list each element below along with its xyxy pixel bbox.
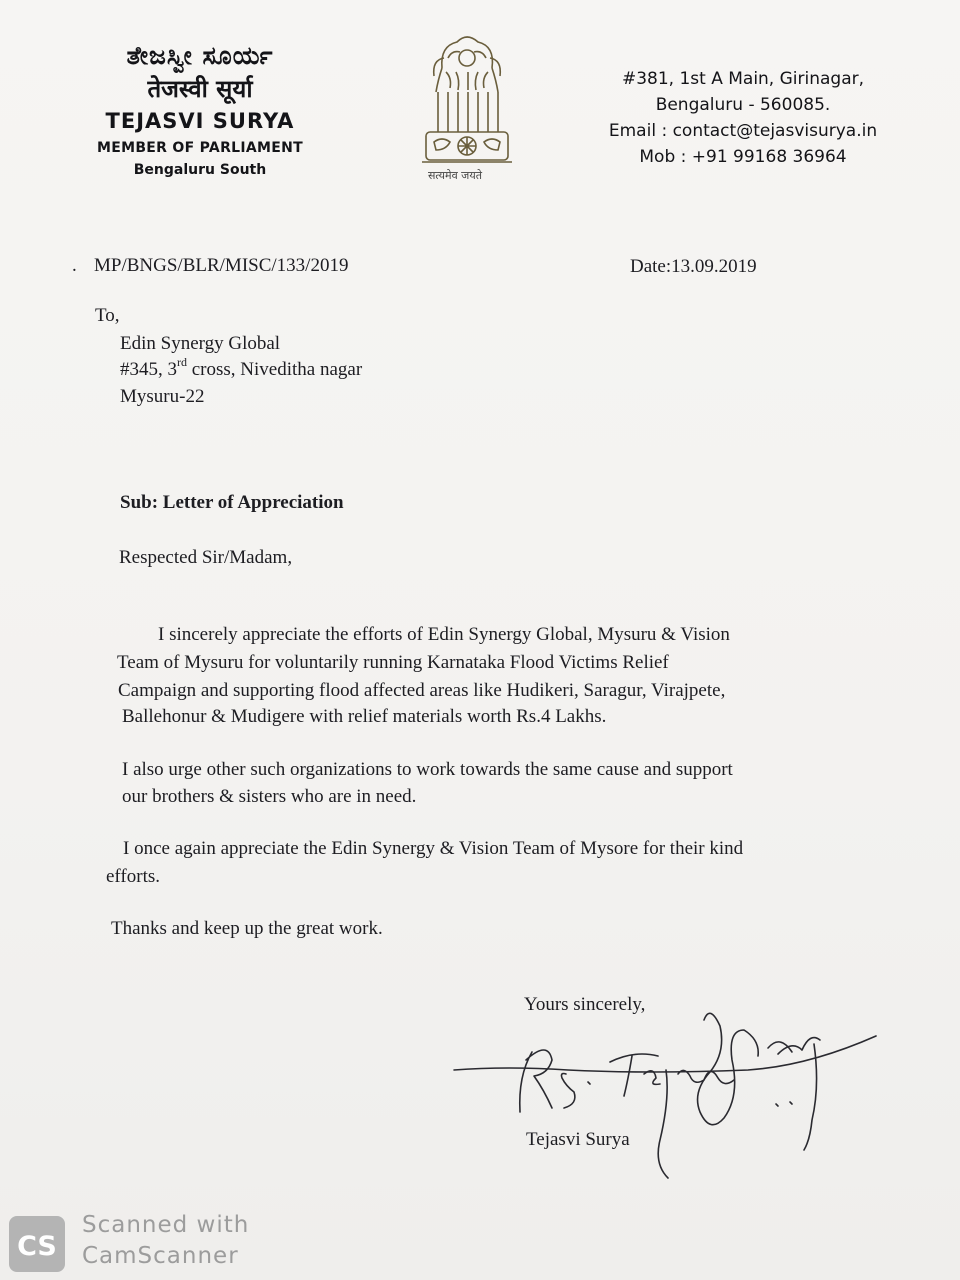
camscanner-logo-icon	[8, 1215, 66, 1273]
email-line: Email : contact@tejasvisurya.in	[608, 121, 878, 141]
watermark-line-2: CamScanner	[82, 1243, 239, 1269]
emblem-motto: सत्यमेव जयते	[427, 169, 482, 182]
address-line-2: Bengaluru - 560085.	[655, 95, 831, 115]
signatory-name: Tejasvi Surya	[526, 1129, 630, 1150]
letterhead-contact	[598, 66, 888, 170]
sender-name: TEJASVI SURYA	[105, 109, 295, 133]
paragraph-1-line: Campaign and supporting flood affected areas like Hudikeri, Saragur, Virajpete,	[118, 680, 726, 701]
paragraph-4: Thanks and keep up the great work.	[111, 918, 383, 939]
name-hindi: तेजस्वी सूर्या	[147, 75, 253, 103]
sender-role: MEMBER OF PARLIAMENT	[97, 140, 303, 156]
salutation: Respected Sir/Madam,	[119, 547, 293, 568]
recipient-name: Edin Synergy Global	[120, 333, 281, 354]
subject-line: Sub: Letter of Appreciation	[120, 492, 344, 513]
ref-dot: .	[72, 255, 77, 276]
sender-constituency: Bengaluru South	[133, 162, 267, 178]
watermark-line-1: Scanned with	[82, 1212, 250, 1238]
address-line-1: #381, 1st A Main, Girinagar,	[621, 69, 865, 89]
recipient-street-suffix: cross, Niveditha nagar	[187, 359, 363, 380]
paragraph-1-line: I sincerely appreciate the efforts of Edin Synergy Global, Mysuru & Vision	[158, 624, 730, 645]
recipient-street-prefix: #345, 3	[120, 359, 177, 380]
paragraph-3-line: I once again appreciate the Edin Synergy & Vision Team of Mysore for their kind	[123, 838, 744, 859]
to-label: To,	[95, 305, 120, 326]
recipient-street-sup: rd	[177, 355, 187, 369]
name-kannada: ತೇಜಸ್ವೀ ಸೂರ್ಯ	[126, 41, 274, 70]
recipient-street	[120, 357, 362, 383]
paragraph-2-line: I also urge other such organizations to work towards the same cause and support	[122, 759, 733, 780]
handwritten-signature-icon	[448, 1000, 878, 1180]
paragraph-2-line: our brothers & sisters who are in need.	[122, 786, 417, 807]
letter-date: Date:13.09.2019	[630, 256, 757, 277]
paragraph-1-line: Team of Mysuru for voluntarily running Karnataka Flood Victims Relief	[117, 652, 669, 673]
camscanner-logo-text: CS	[17, 1231, 57, 1262]
recipient-city: Mysuru-22	[120, 386, 205, 407]
paragraph-1-line: Ballehonur & Mudigere with relief materials worth Rs.4 Lakhs.	[122, 706, 607, 727]
reference-number: MP/BNGS/BLR/MISC/133/2019	[94, 255, 349, 276]
letterhead-identity	[80, 40, 320, 180]
mobile-line: Mob : +91 99168 36964	[639, 147, 847, 167]
closing: Yours sincerely,	[524, 994, 646, 1015]
national-emblem-icon	[412, 28, 522, 190]
paragraph-3-line: efforts.	[106, 866, 160, 887]
